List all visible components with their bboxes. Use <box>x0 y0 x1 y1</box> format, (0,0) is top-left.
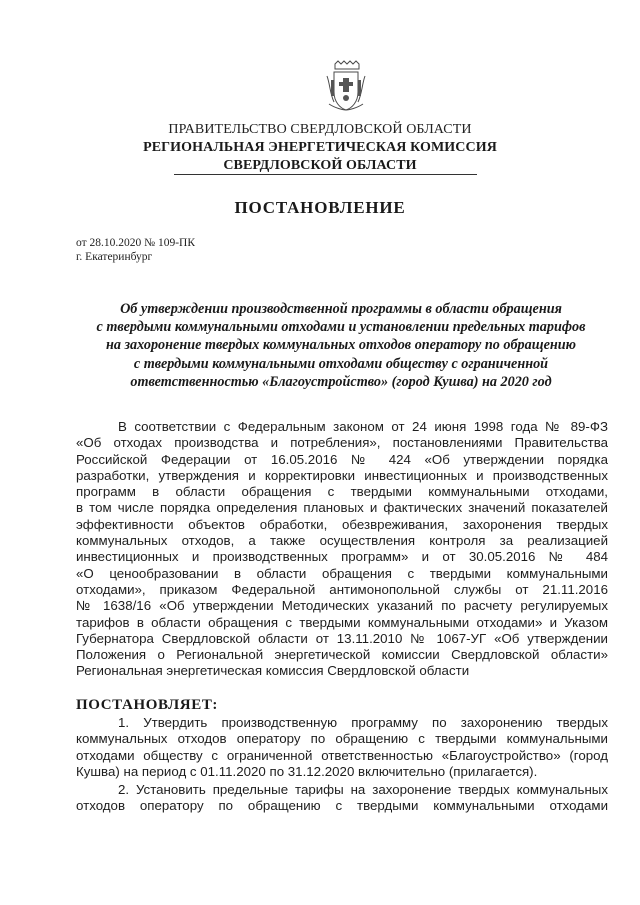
item-line: коммунальных отходов оператору по обращению с твердыми коммунальными <box>76 731 608 747</box>
preamble-line: коммунальных отходов, а также осуществления контроля за реализацией <box>76 533 608 549</box>
preamble-line: Губернатора Свердловской области от 13.11.2010 № 1067-УГ «Об утверждении <box>76 630 608 646</box>
subject-line: на захоронение твердых коммунальных отходов оператору по обращению <box>105 337 576 354</box>
document-city: г. Екатеринбург <box>76 251 153 263</box>
preamble-line: отходами», приказом Федеральной антимонопольной службы от 21.11.2016 <box>76 581 608 597</box>
preamble-line: «О ценообразовании в области обращения с твердыми коммунальными <box>76 565 608 581</box>
subject-line: с твердыми коммунальными отходами обществу с ограниченной <box>133 355 549 372</box>
preamble-line: разработки, утверждения и корректировки инвестиционных и производственных <box>76 467 608 483</box>
preamble-line: № 1638/16 «Об утверждении Методических указаний по расчету регулируемых <box>76 598 608 614</box>
subject-line: с твердыми коммунальными отходами и установлении предельных тарифов <box>96 319 586 336</box>
item-line: отходами обществу с ограниченной ответственностью «Благоустройство» (город <box>76 747 608 763</box>
item-line: 2. Установить предельные тарифы на захоронение твердых коммунальных <box>118 782 608 797</box>
item-line: отходов оператору по обращению с твердыми коммунальными отходами <box>76 798 608 814</box>
commission-name: РЕГИОНАЛЬНАЯ ЭНЕРГЕТИЧЕСКАЯ КОМИССИЯ <box>143 140 497 155</box>
document-subject <box>76 300 606 391</box>
coat-of-arms-icon <box>323 60 369 114</box>
document-title: ПОСТАНОВЛЕНИЕ <box>234 198 406 217</box>
subject-line: Об утверждении производственной программы в области обращения <box>120 301 562 317</box>
region-name: СВЕРДЛОВСКОЙ ОБЛАСТИ <box>223 158 417 173</box>
header-divider <box>174 174 477 175</box>
preamble-line: тарифов в области обращения с твердыми коммунальными отходами» и Указом <box>76 614 608 630</box>
government-name: ПРАВИТЕЛЬСТВО СВЕРДЛОВСКОЙ ОБЛАСТИ <box>168 122 472 137</box>
decree-item-1 <box>76 715 608 780</box>
decree-item-2 <box>76 782 608 815</box>
preamble-paragraph <box>76 419 608 680</box>
item-line: 1. Утвердить производственную программу по захоронению твердых <box>118 715 608 730</box>
preamble-line: эффективности объектов обработки, обезвреживания, захоронения твердых <box>76 516 608 532</box>
preamble-line: Региональная энергетическая комиссия Свердловской области <box>76 663 470 679</box>
document-date-number: от 28.10.2020 № 109-ПК <box>76 237 196 249</box>
preamble-line: «Об отходах производства и потребления», постановлениями Правительства <box>76 435 608 451</box>
preamble-line: Российской Федерации от 16.05.2016 № 424 «Об утверждении порядка <box>76 451 608 467</box>
preamble-line: в том числе порядка определения плановых и фактических значений показателей <box>76 500 608 516</box>
decree-label: ПОСТАНОВЛЯЕТ: <box>76 697 219 713</box>
item-line: Кушва) на период с 01.11.2020 по 31.12.2020 включительно (прилагается). <box>76 763 538 779</box>
preamble-line: инвестиционных и производственных программ» и от 30.05.2016 № 484 <box>76 549 608 565</box>
preamble-line: программ в области обращения с твердыми коммунальными отходами, <box>76 484 608 500</box>
subject-line: ответственностью «Благоустройство» (город Кушва) на 2020 год <box>130 373 552 390</box>
preamble-line: В соответствии с Федеральным законом от 24 июня 1998 года № 89-ФЗ <box>118 419 608 434</box>
preamble-line: Положения о Региональной энергетической комиссии Свердловской области» <box>76 647 608 663</box>
